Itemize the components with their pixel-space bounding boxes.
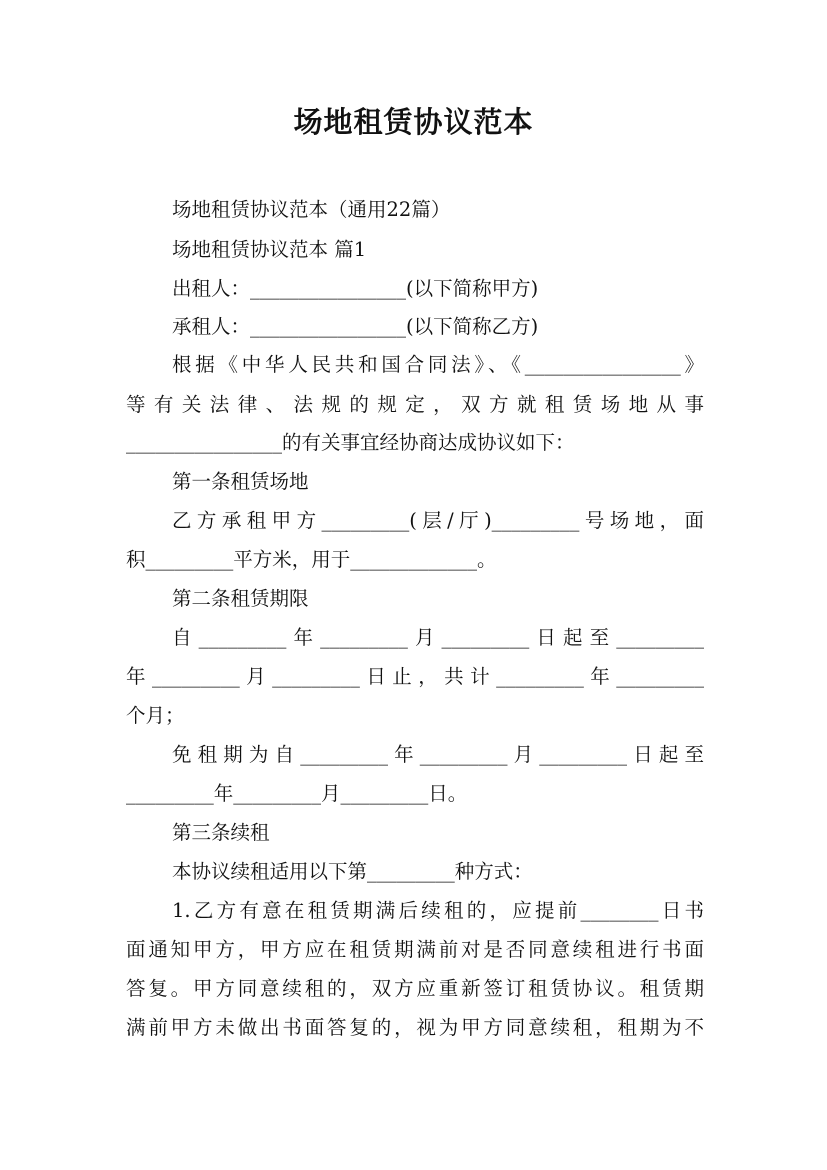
paragraph-line: 1.乙方有意在租赁期满后续租的，应提前________日书 [172,899,704,922]
paragraph-line: 根据《中华人民共和国合同法》、《________________》 [172,353,704,376]
paragraph-line: 年_________月_________日止，共计_________年_________ [126,665,704,688]
document-title: 场地租赁协议范本 [293,105,534,139]
paragraph-line: 自_________年_________月_________日起至_________ [172,626,704,649]
paragraph-line: 答复。甲方同意续租的，双方应重新签订租赁协议。租赁期 [126,977,704,1000]
paragraph-line: ________________的有关事宜经协商达成协议如下： [126,431,575,454]
article-heading: 第一条租赁场地 [172,470,309,493]
paragraph-line: 乙方承租甲方_________(层/厅)_________号场地，面 [172,509,704,532]
article-heading: 第二条租赁期限 [172,587,309,610]
paragraph-line: 积_________平方米，用于_____________。 [126,548,497,571]
paragraph-line: 满前甲方未做出书面答复的，视为甲方同意续租，租期为不 [126,1016,704,1039]
article-heading: 第三条续租 [172,821,270,844]
paragraph-line: 个月； [126,704,185,727]
paragraph-line: _________年_________月_________日。 [126,782,468,805]
paragraph-line: 面通知甲方，甲方应在租赁期满前对是否同意续租进行书面 [126,938,704,961]
subtitle-line: 场地租赁协议范本（通用22篇） [172,198,451,221]
lessor-line: 出租人：________________(以下简称甲方) [172,277,539,300]
paragraph-line: 免租期为自_________年_________月_________日起至 [172,743,704,766]
section-heading: 场地租赁协议范本 篇1 [172,238,367,261]
paragraph-line: 等有关法律、法规的规定，双方就租赁场地从事 [126,393,704,416]
lessee-line: 承租人：________________(以下简称乙方) [172,315,539,338]
paragraph-line: 本协议续租适用以下第_________种方式： [172,860,533,883]
